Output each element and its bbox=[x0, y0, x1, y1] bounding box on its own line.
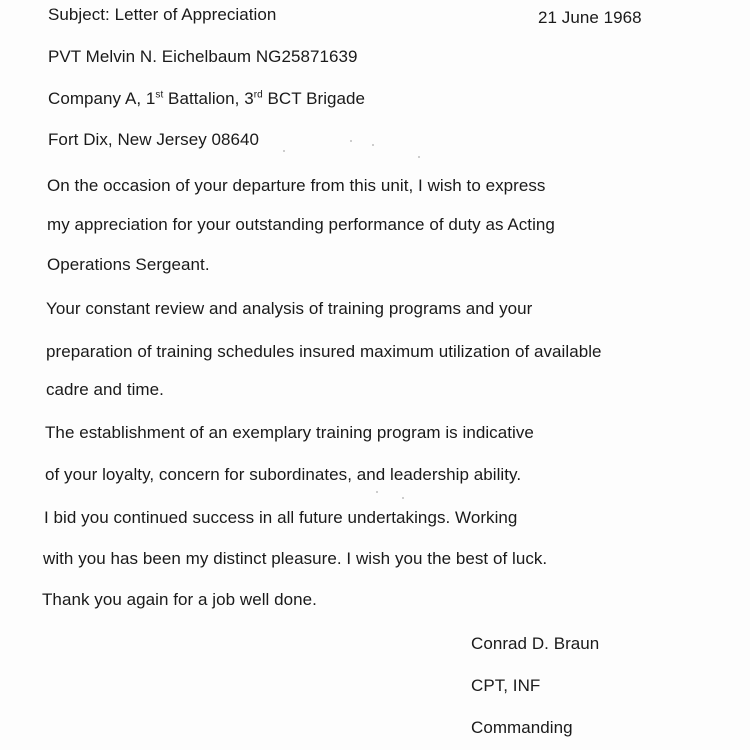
subject-line: Subject: Letter of Appreciation bbox=[48, 5, 277, 24]
signer-title: Commanding bbox=[471, 718, 573, 737]
scan-speck bbox=[350, 140, 352, 142]
scan-speck bbox=[376, 491, 378, 493]
scan-speck bbox=[418, 156, 420, 158]
recipient-unit bbox=[48, 89, 365, 109]
unit-ordinal-2: rd bbox=[253, 89, 263, 101]
letter-date: 21 June 1968 bbox=[538, 8, 642, 27]
body-line: cadre and time. bbox=[46, 380, 164, 399]
body-line: I bid you continued success in all future undertakings. Working bbox=[44, 508, 518, 527]
body-line: of your loyalty, concern for subordinates, and leadership ability. bbox=[45, 465, 522, 484]
unit-company: Company A, 1 bbox=[48, 89, 156, 108]
unit-brigade: BCT Brigade bbox=[262, 89, 366, 108]
scan-speck bbox=[283, 150, 285, 152]
body-line: with you has been my distinct pleasure. I wish you the best of luck. bbox=[43, 549, 548, 568]
body-line: Your constant review and analysis of training programs and your bbox=[46, 299, 533, 318]
body-line: my appreciation for your outstanding performance of duty as Acting bbox=[47, 215, 555, 234]
unit-ordinal-1: st bbox=[155, 89, 164, 101]
recipient-name: PVT Melvin N. Eichelbaum NG25871639 bbox=[48, 47, 358, 66]
scan-speck bbox=[402, 497, 404, 499]
scan-speck bbox=[372, 144, 374, 146]
signer-name: Conrad D. Braun bbox=[471, 634, 600, 653]
body-line: On the occasion of your departure from this unit, I wish to express bbox=[47, 176, 546, 195]
recipient-address: Fort Dix, New Jersey 08640 bbox=[48, 130, 260, 149]
body-line: The establishment of an exemplary training program is indicative bbox=[45, 423, 534, 442]
body-line: Thank you again for a job well done. bbox=[42, 590, 317, 609]
body-line: Operations Sergeant. bbox=[47, 255, 210, 274]
signer-rank: CPT, INF bbox=[471, 676, 541, 695]
body-line: preparation of training schedules insured maximum utilization of available bbox=[46, 342, 602, 361]
unit-battalion: Battalion, 3 bbox=[163, 89, 254, 108]
